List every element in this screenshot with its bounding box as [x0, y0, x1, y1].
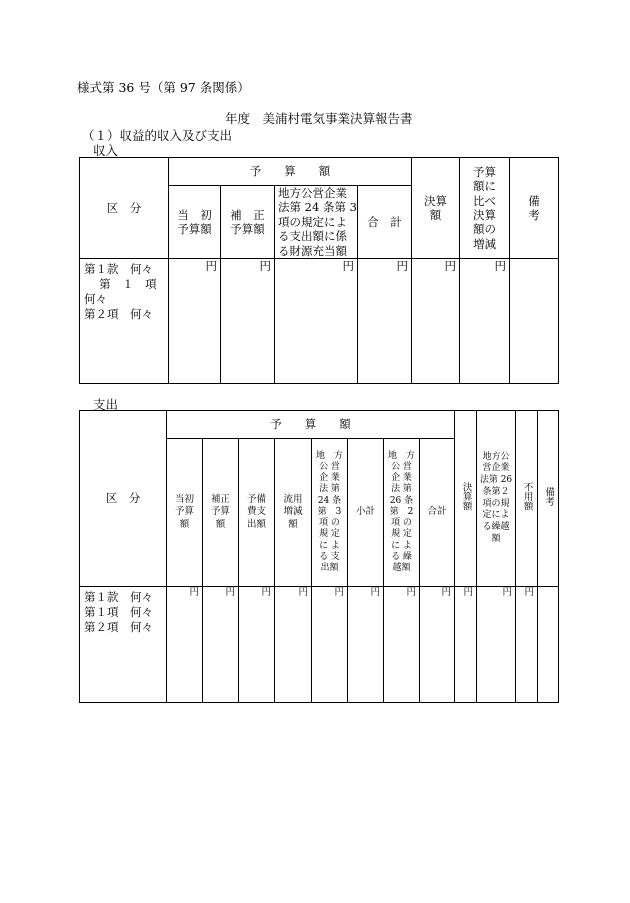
expense-yen-transfer: 円 — [275, 587, 312, 703]
income-yen-settlement: 円 — [412, 258, 460, 383]
expense-yen-reserve: 円 — [239, 587, 275, 703]
income-table — [79, 157, 559, 384]
expense-yen-total: 円 — [420, 587, 455, 703]
income-yen-supplementary: 円 — [221, 258, 275, 383]
expense-row-1: 第１款 何々 — [84, 590, 153, 604]
income-row-2: 第 １ 項 — [84, 276, 157, 291]
income-yen-initial: 円 — [169, 258, 221, 383]
expense-row-3: 第２項 何々 — [84, 619, 153, 634]
expense-header-budget: 予 算 額 — [167, 411, 455, 439]
income-row-4: 第２項 何々 — [84, 306, 153, 321]
expense-header-subtotal: 小計 — [348, 439, 384, 587]
expense-table — [79, 410, 559, 703]
expense-header-settlement: 決算額 — [455, 411, 477, 587]
expense-row-labels — [80, 587, 167, 703]
expense-header-art26: 地 方 公 営 企 業 法 第 26 条 第 2 項 の 規 定 に よ る 繰 越額 — [384, 439, 420, 587]
expense-yen-subtotal: 円 — [348, 587, 384, 703]
income-header-initial: 当 初 予算額 — [169, 186, 221, 259]
income-yen-art24: 円 — [275, 258, 358, 383]
income-row-labels — [80, 258, 169, 383]
expense-yen-art24: 円 — [312, 587, 348, 703]
income-remarks-cell — [510, 258, 559, 383]
section-title: （１）収益的収入及び支出 — [82, 128, 233, 143]
income-header-kubun: 区 分 — [80, 158, 169, 259]
expense-header-transfer: 流用 増減 額 — [275, 439, 312, 587]
expense-header-total: 合計 — [420, 439, 455, 587]
expense-yen-supplementary: 円 — [203, 587, 239, 703]
expense-header-unused: 不用額 — [516, 411, 538, 587]
expense-header-initial: 当初 予算 額 — [167, 439, 203, 587]
income-header-art24: 地方公営企業 法第 24 条第 3 項の規定によ る支出額に係 る財源充当額 — [275, 186, 358, 259]
income-header-settlement: 決算 額 — [412, 158, 460, 259]
income-header-total: 合 計 — [358, 186, 412, 259]
expense-header-reserve: 予備 費支 出額 — [239, 439, 275, 587]
income-row-1: 第１款 何々 — [84, 261, 153, 276]
income-label: 収入 — [93, 143, 119, 158]
income-header-diff: 予算 額に 比べ 決算 額の 増減 — [460, 158, 510, 259]
expense-yen-art26: 円 — [384, 587, 420, 703]
expense-yen-carryover: 円 — [477, 587, 516, 703]
income-row-3: 何々 — [84, 291, 107, 306]
expense-yen-initial: 円 — [167, 587, 203, 703]
form-number-label: 様式第 36 号（第 97 条関係） — [77, 80, 250, 95]
expense-yen-settlement: 円 — [455, 587, 477, 703]
income-header-remarks: 備 考 — [510, 158, 559, 259]
expense-header-carryover: 地方公 営企業 法第 26 条第２ 項の規 定によ る繰越 額 — [477, 411, 516, 587]
expense-header-art24: 地 方 公 営 企 業 法 第 24 条 第 3 項 の 規 定 に よ る 支 出額 — [312, 439, 348, 587]
expense-row-2: 第１項 何々 — [84, 604, 153, 619]
income-yen-diff: 円 — [460, 258, 510, 383]
income-yen-total: 円 — [358, 258, 412, 383]
income-header-budget: 予 算 額 — [169, 158, 412, 186]
expense-label: 支出 — [93, 397, 119, 412]
expense-header-remarks: 備考 — [538, 411, 559, 587]
expense-header-supplementary: 補正 予算 額 — [203, 439, 239, 587]
expense-yen-unused: 円 — [516, 587, 538, 703]
income-header-supplementary: 補 正 予算額 — [221, 186, 275, 259]
expense-header-kubun: 区 分 — [80, 411, 167, 587]
expense-remarks-cell — [538, 587, 559, 703]
document-title: 年度 美浦村電気事業決算報告書 — [225, 111, 413, 126]
